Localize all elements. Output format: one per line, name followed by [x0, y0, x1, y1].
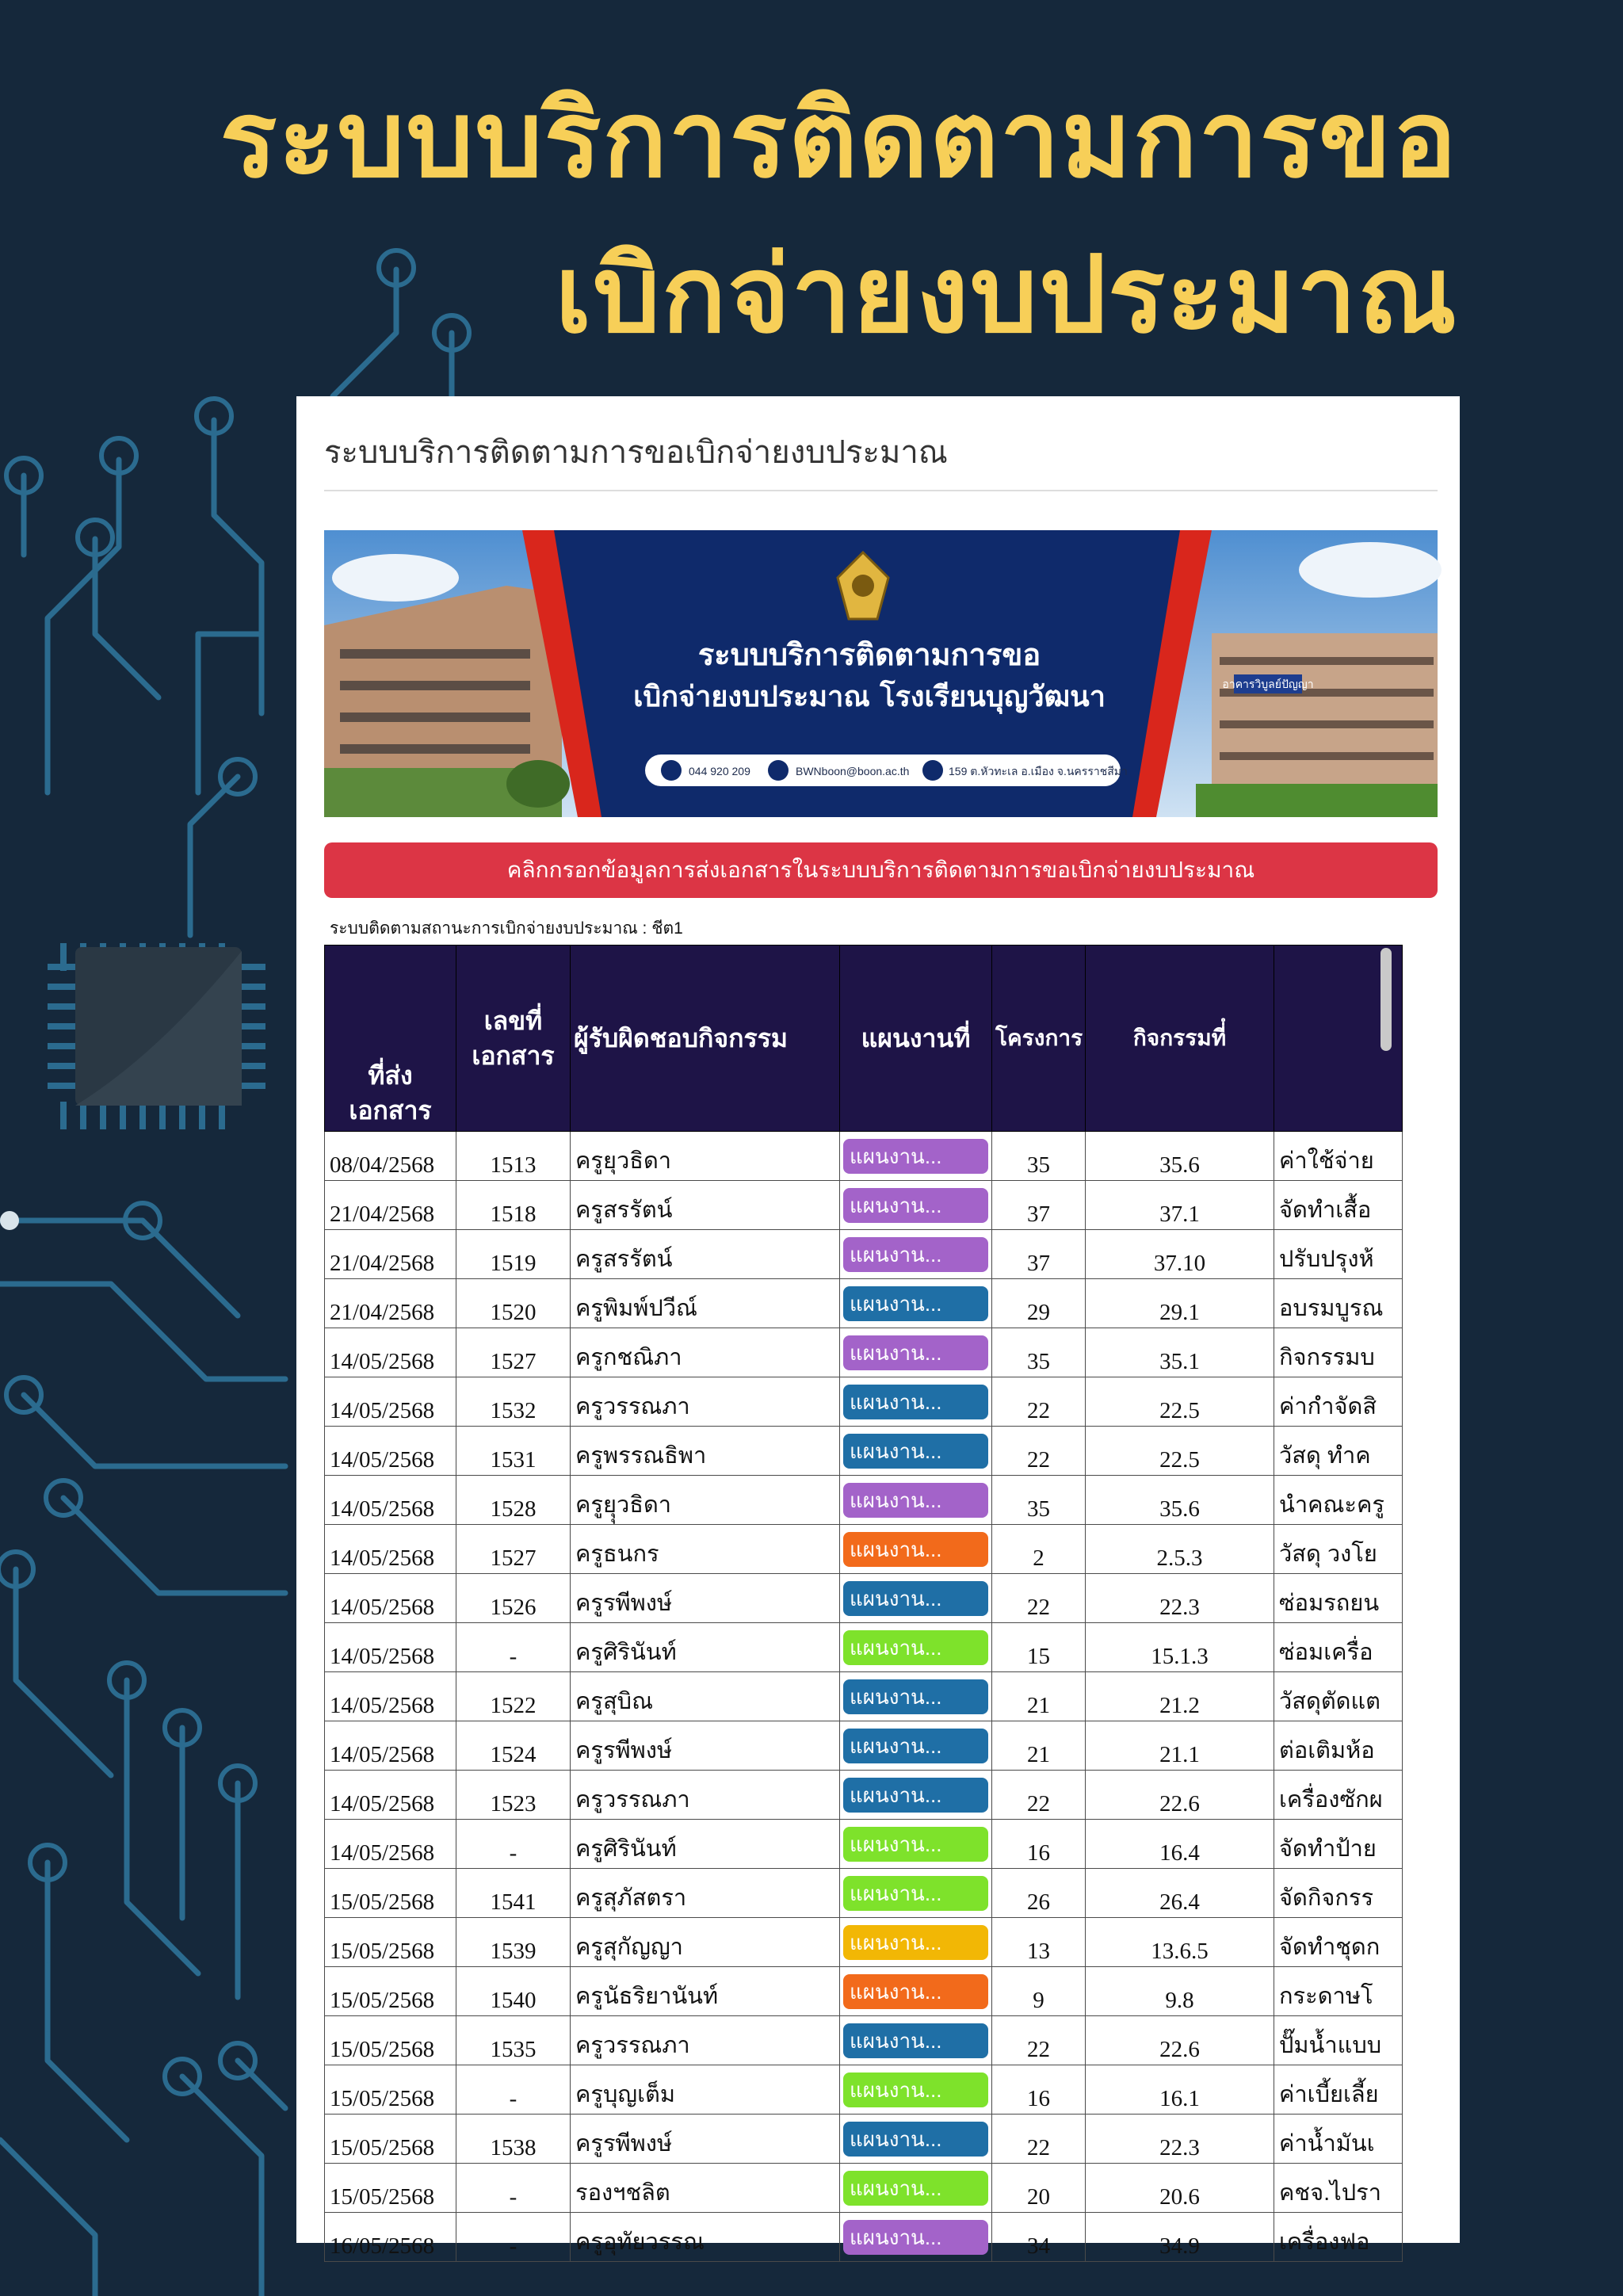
cell-activity[interactable]: 22.6	[1086, 2016, 1274, 2065]
cell-owner[interactable]: ครูอุทัยวรรณ	[571, 2213, 840, 2262]
plan-chip[interactable]: แผนงาน...	[843, 1581, 988, 1616]
cell-doc-no[interactable]: 1540	[456, 1967, 571, 2016]
cell-owner[interactable]: ครูรพีพงษ์	[571, 1721, 840, 1771]
cell-owner[interactable]: ครูสรรัตน์	[571, 1230, 840, 1279]
table-row[interactable]	[325, 1820, 1403, 1869]
cell-owner[interactable]: ครูยุุวธิดา	[571, 1476, 840, 1525]
table-row[interactable]	[325, 1230, 1403, 1279]
cell-project[interactable]: 22	[992, 1771, 1086, 1820]
plan-chip[interactable]: แผนงาน...	[843, 1729, 988, 1763]
cell-owner[interactable]: ครูสุภัสตรา	[571, 1869, 840, 1918]
cell-doc-no[interactable]: 1538	[456, 2115, 571, 2164]
cell-activity[interactable]: 22.6	[1086, 1771, 1274, 1820]
cell-date[interactable]: 14/05/2568	[325, 1525, 456, 1574]
cell-plan[interactable]	[840, 1869, 992, 1918]
banner-email: BWNboon@boon.ac.th	[796, 765, 910, 777]
table-row[interactable]	[325, 2065, 1403, 2115]
table-row[interactable]	[325, 1721, 1403, 1771]
cell-doc-no[interactable]: 1531	[456, 1427, 571, 1476]
cell-description[interactable]: ค่ากำจัดสิ	[1274, 1377, 1403, 1427]
cell-date[interactable]: 15/05/2568	[325, 1967, 456, 2016]
plan-chip[interactable]: แผนงาน...	[843, 2023, 988, 2058]
cell-project[interactable]: 9	[992, 1967, 1086, 2016]
cell-plan[interactable]	[840, 1377, 992, 1427]
header-project[interactable]: โครงการ	[992, 946, 1086, 1132]
cell-owner[interactable]: ครูธนกร	[571, 1525, 840, 1574]
cell-owner[interactable]: ครูสรรัตน์	[571, 1181, 840, 1230]
cell-project[interactable]: 35	[992, 1132, 1086, 1181]
cell-activity[interactable]: 16.4	[1086, 1820, 1274, 1869]
cell-owner[interactable]: ครูนัธริยานันท์	[571, 1967, 840, 2016]
cell-date[interactable]: 14/05/2568	[325, 1672, 456, 1721]
plan-chip[interactable]: แผนงาน...	[843, 1974, 988, 2009]
cell-owner[interactable]: ครูสุบิณ	[571, 1672, 840, 1721]
cell-owner[interactable]: ครูพรรณธิพา	[571, 1427, 840, 1476]
cell-owner[interactable]: ครูสุกัญญา	[571, 1918, 840, 1967]
cell-plan[interactable]	[840, 1672, 992, 1721]
cell-doc-no[interactable]: 1535	[456, 2016, 571, 2065]
cell-activity[interactable]: 22.5	[1086, 1427, 1274, 1476]
cell-activity[interactable]: 16.1	[1086, 2065, 1274, 2115]
cell-plan[interactable]	[840, 1721, 992, 1771]
cell-description[interactable]: จัดทำป้าย	[1274, 1820, 1403, 1869]
cell-project[interactable]: 22	[992, 2016, 1086, 2065]
table-row[interactable]	[325, 1132, 1403, 1181]
submit-document-button[interactable]: คลิกกรอกข้อมูลการส่งเอกสารในระบบบริการติดตามการขอเบิกจ่ายงบประมาณ	[324, 842, 1438, 898]
cell-project[interactable]: 22	[992, 1574, 1086, 1623]
cell-date[interactable]: 14/05/2568	[325, 1427, 456, 1476]
cell-plan[interactable]	[840, 1132, 992, 1181]
plan-chip[interactable]: แผนงาน...	[843, 1335, 988, 1370]
cell-doc-no[interactable]: 1532	[456, 1377, 571, 1427]
cell-activity[interactable]: 35.1	[1086, 1328, 1274, 1377]
table-row[interactable]	[325, 1279, 1403, 1328]
cell-date[interactable]: 08/04/2568	[325, 1132, 456, 1181]
cell-project[interactable]: 20	[992, 2164, 1086, 2213]
cell-plan[interactable]	[840, 1771, 992, 1820]
cell-description[interactable]: อบรมบูรณ	[1274, 1279, 1403, 1328]
cell-plan[interactable]	[840, 1574, 992, 1623]
cell-owner[interactable]: ครูบุญเต็ม	[571, 2065, 840, 2115]
table-scrollbar[interactable]	[1381, 948, 1392, 1051]
header-owner[interactable]: ผู้รับผิดชอบกิจกรรม	[571, 946, 840, 1132]
cell-project[interactable]: 29	[992, 1279, 1086, 1328]
table-row[interactable]	[325, 1181, 1403, 1230]
cell-plan[interactable]	[840, 2065, 992, 2115]
table-row[interactable]	[325, 1328, 1403, 1377]
cell-description[interactable]: วัสดุ วงโย	[1274, 1525, 1403, 1574]
status-table	[324, 945, 1403, 2262]
cell-owner[interactable]: ครูวรรณภา	[571, 1377, 840, 1427]
cell-owner[interactable]: ครูศิรินันท์	[571, 1820, 840, 1869]
banner-address: 159 ต.หัวทะเล อ.เมือง จ.นครราชสีมา	[949, 765, 1128, 777]
cell-activity[interactable]: 22.3	[1086, 2115, 1274, 2164]
cell-doc-no[interactable]: 1518	[456, 1181, 571, 1230]
cell-date[interactable]: 14/05/2568	[325, 1820, 456, 1869]
status-table-container[interactable]	[324, 945, 1402, 2259]
header-date[interactable]: ที่ส่งเอกสาร	[325, 946, 456, 1132]
cell-plan[interactable]	[840, 1230, 992, 1279]
cell-owner[interactable]: ครูยุวธิดา	[571, 1132, 840, 1181]
cell-activity[interactable]: 26.4	[1086, 1869, 1274, 1918]
cell-project[interactable]: 16	[992, 1820, 1086, 1869]
table-row[interactable]	[325, 2016, 1403, 2065]
table-row[interactable]	[325, 1869, 1403, 1918]
table-header-row	[325, 946, 1403, 1132]
cell-date[interactable]: 15/05/2568	[325, 2115, 456, 2164]
table-row[interactable]	[325, 1672, 1403, 1721]
cell-date[interactable]: 14/05/2568	[325, 1721, 456, 1771]
cell-doc-no[interactable]: 1522	[456, 1672, 571, 1721]
phone-icon	[661, 760, 682, 781]
cell-activity[interactable]: 37.1	[1086, 1181, 1274, 1230]
cell-date[interactable]: 15/05/2568	[325, 1918, 456, 1967]
cell-date[interactable]: 21/04/2568	[325, 1230, 456, 1279]
cell-plan[interactable]	[840, 1181, 992, 1230]
cell-activity[interactable]: 35.6	[1086, 1476, 1274, 1525]
cell-plan[interactable]	[840, 1967, 992, 2016]
cell-project[interactable]: 22	[992, 1427, 1086, 1476]
cell-activity[interactable]: 37.10	[1086, 1230, 1274, 1279]
cell-description[interactable]: กิจกรรมบ	[1274, 1328, 1403, 1377]
headline-line-1: ระบบบริการติดตามการขอ	[220, 78, 1458, 201]
plan-chip[interactable]: แผนงาน...	[843, 1827, 988, 1862]
cell-activity[interactable]: 2.5.3	[1086, 1525, 1274, 1574]
cell-description[interactable]: วัสดุ ทำค	[1274, 1427, 1403, 1476]
plan-chip[interactable]: แผนงาน...	[843, 1385, 988, 1419]
table-row[interactable]	[325, 1525, 1403, 1574]
cell-activity[interactable]: 22.3	[1086, 1574, 1274, 1623]
cell-description[interactable]: จัดทำชุดก	[1274, 1918, 1403, 1967]
plan-chip[interactable]: แผนงาน...	[843, 1778, 988, 1813]
cell-doc-no[interactable]: -	[456, 2213, 571, 2262]
cell-date[interactable]: 15/05/2568	[325, 1869, 456, 1918]
cell-activity[interactable]: 29.1	[1086, 1279, 1274, 1328]
cell-activity[interactable]: 22.5	[1086, 1377, 1274, 1427]
cell-plan[interactable]	[840, 1918, 992, 1967]
cell-owner[interactable]: ครูรพีพงษ์	[571, 2115, 840, 2164]
plan-chip[interactable]: แผนงาน...	[843, 1925, 988, 1960]
plan-chip[interactable]: แผนงาน...	[843, 1630, 988, 1665]
cell-plan[interactable]	[840, 2016, 992, 2065]
cell-description[interactable]: เครื่องซักผ	[1274, 1771, 1403, 1820]
headline-line-2: เบิกจ่ายงบประมาณ	[555, 233, 1458, 357]
cell-plan[interactable]	[840, 2164, 992, 2213]
cell-owner[interactable]: ครูวรรณภา	[571, 2016, 840, 2065]
cell-doc-no[interactable]: 1524	[456, 1721, 571, 1771]
location-icon	[922, 760, 943, 781]
cell-doc-no[interactable]: 1523	[456, 1771, 571, 1820]
cell-owner[interactable]: ครูกชณิภา	[571, 1328, 840, 1377]
cell-description[interactable]: จัดกิจกรร	[1274, 1869, 1403, 1918]
header-doc-no[interactable]: เลขที่เอกสาร	[456, 946, 571, 1132]
cell-plan[interactable]	[840, 1623, 992, 1672]
cell-doc-no[interactable]: 1528	[456, 1476, 571, 1525]
cell-project[interactable]: 22	[992, 2115, 1086, 2164]
cell-activity[interactable]: 15.1.3	[1086, 1623, 1274, 1672]
cell-date[interactable]: 15/05/2568	[325, 2016, 456, 2065]
table-row[interactable]	[325, 1377, 1403, 1427]
table-row[interactable]	[325, 2115, 1403, 2164]
title-divider	[324, 490, 1438, 491]
cell-description[interactable]: ซ่อมรถยน	[1274, 1574, 1403, 1623]
plan-chip[interactable]: แผนงาน...	[843, 1532, 988, 1567]
cell-doc-no[interactable]: -	[456, 1820, 571, 1869]
table-row[interactable]	[325, 1427, 1403, 1476]
cell-activity[interactable]: 13.6.5	[1086, 1918, 1274, 1967]
cell-project[interactable]: 22	[992, 1377, 1086, 1427]
cell-project[interactable]: 21	[992, 1721, 1086, 1771]
cell-activity[interactable]: 35.6	[1086, 1132, 1274, 1181]
plan-chip[interactable]: แผนงาน...	[843, 1876, 988, 1911]
cell-plan[interactable]	[840, 1820, 992, 1869]
cell-project[interactable]: 35	[992, 1328, 1086, 1377]
cell-date[interactable]: 14/05/2568	[325, 1574, 456, 1623]
cell-project[interactable]: 35	[992, 1476, 1086, 1525]
cell-project[interactable]: 16	[992, 2065, 1086, 2115]
table-row[interactable]	[325, 1771, 1403, 1820]
plan-chip[interactable]: แผนงาน...	[843, 1286, 988, 1321]
cell-description[interactable]: กระดาษโ	[1274, 1967, 1403, 2016]
plan-chip[interactable]: แผนงาน...	[843, 2073, 988, 2107]
cell-project[interactable]: 13	[992, 1918, 1086, 1967]
cell-date[interactable]: 14/05/2568	[325, 1771, 456, 1820]
cell-date[interactable]: 14/05/2568	[325, 1328, 456, 1377]
cell-project[interactable]: 21	[992, 1672, 1086, 1721]
cell-date[interactable]: 16/05/2568	[325, 2213, 456, 2262]
cell-owner[interactable]: ครูรพีพงษ์	[571, 1574, 840, 1623]
cell-project[interactable]: 2	[992, 1525, 1086, 1574]
cell-activity[interactable]: 21.1	[1086, 1721, 1274, 1771]
cell-doc-no[interactable]: 1539	[456, 1918, 571, 1967]
cell-description[interactable]: ค่าเบี้ยเลี้ย	[1274, 2065, 1403, 2115]
plan-chip[interactable]: แผนงาน...	[843, 2122, 988, 2157]
cell-owner[interactable]: รองฯชลิต	[571, 2164, 840, 2213]
cell-plan[interactable]	[840, 1427, 992, 1476]
cell-description[interactable]: ต่อเติมห้อ	[1274, 1721, 1403, 1771]
plan-chip[interactable]: แผนงาน...	[843, 1139, 988, 1174]
cell-doc-no[interactable]: 1527	[456, 1328, 571, 1377]
cell-project[interactable]: 37	[992, 1230, 1086, 1279]
plan-chip[interactable]: แผนงาน...	[843, 2171, 988, 2206]
cell-doc-no[interactable]: 1519	[456, 1230, 571, 1279]
cell-owner[interactable]: ครูวรรณภา	[571, 1771, 840, 1820]
table-row[interactable]	[325, 1623, 1403, 1672]
plan-chip[interactable]: แผนงาน...	[843, 1237, 988, 1272]
headline	[220, 62, 1458, 372]
cell-doc-no[interactable]: -	[456, 2164, 571, 2213]
cell-description[interactable]: ซ่อมเครื่อ	[1274, 1623, 1403, 1672]
email-icon	[768, 760, 789, 781]
cell-description[interactable]: จัดทำเสื้อ	[1274, 1181, 1403, 1230]
cell-description[interactable]: นำคณะครู	[1274, 1476, 1403, 1525]
table-row[interactable]	[325, 1967, 1403, 2016]
sheet-caption: ระบบติดตามสถานะการเบิกจ่ายงบประมาณ : ชีต1	[330, 919, 683, 938]
table-row[interactable]	[325, 2164, 1403, 2213]
cell-plan[interactable]	[840, 1525, 992, 1574]
cell-description[interactable]: ค่าใช้จ่าย	[1274, 1132, 1403, 1181]
cell-doc-no[interactable]: 1526	[456, 1574, 571, 1623]
cell-description[interactable]: วัสดุตัดแต	[1274, 1672, 1403, 1721]
cell-owner[interactable]: ครูพิมพ์ปวีณ์	[571, 1279, 840, 1328]
cell-plan[interactable]	[840, 2115, 992, 2164]
table-row[interactable]	[325, 1476, 1403, 1525]
cell-description[interactable]: คชจ.ไปรา	[1274, 2164, 1403, 2213]
building-sign: อาคารวิบูลย์ปัญญา	[1222, 678, 1314, 690]
cell-doc-no[interactable]: 1541	[456, 1869, 571, 1918]
cell-doc-no[interactable]: 1513	[456, 1132, 571, 1181]
plan-chip[interactable]: แผนงาน...	[843, 1434, 988, 1469]
cell-project[interactable]: 26	[992, 1869, 1086, 1918]
cell-project[interactable]: 15	[992, 1623, 1086, 1672]
cell-date[interactable]: 21/04/2568	[325, 1279, 456, 1328]
banner-phone: 044 920 209	[689, 765, 750, 777]
cell-doc-no[interactable]: -	[456, 2065, 571, 2115]
cell-description[interactable]: ปั๊มน้ำแบบ	[1274, 2016, 1403, 2065]
header-activity[interactable]: กิจกรรมที่ํ	[1086, 946, 1274, 1132]
form-screenshot	[296, 396, 1460, 2259]
table-row[interactable]	[325, 1574, 1403, 1623]
cell-date[interactable]: 21/04/2568	[325, 1181, 456, 1230]
cell-date[interactable]: 14/05/2568	[325, 1476, 456, 1525]
cell-activity[interactable]: 21.2	[1086, 1672, 1274, 1721]
table-row[interactable]	[325, 2213, 1403, 2262]
cell-doc-no[interactable]: 1527	[456, 1525, 571, 1574]
cell-plan[interactable]	[840, 1328, 992, 1377]
cell-plan[interactable]	[840, 1476, 992, 1525]
cell-project[interactable]: 34	[992, 2213, 1086, 2262]
plan-chip[interactable]: แผนงาน...	[843, 2220, 988, 2255]
cell-date[interactable]: 15/05/2568	[325, 2065, 456, 2115]
app-title: ระบบบริการติดตามการขอเบิกจ่ายงบประมาณ	[324, 435, 948, 470]
cell-activity[interactable]: 9.8	[1086, 1967, 1274, 2016]
cell-doc-no[interactable]: 1520	[456, 1279, 571, 1328]
cell-description[interactable]: ปรับปรุงห้	[1274, 1230, 1403, 1279]
plan-chip[interactable]: แผนงาน...	[843, 1679, 988, 1714]
cell-plan[interactable]	[840, 1279, 992, 1328]
cell-date[interactable]: 15/05/2568	[325, 2164, 456, 2213]
cell-description[interactable]: เครื่องฟอ	[1274, 2213, 1403, 2262]
cell-plan[interactable]	[840, 2213, 992, 2262]
table-row[interactable]	[325, 1918, 1403, 1967]
cell-activity[interactable]: 20.6	[1086, 2164, 1274, 2213]
banner-line-2: เบิกจ่ายงบประมาณ โรงเรียนบุญวัฒนา	[633, 681, 1106, 713]
cell-owner[interactable]: ครูศิรินันท์	[571, 1623, 840, 1672]
banner-line-1: ระบบบริการติดตามการขอ	[697, 637, 1041, 672]
cell-doc-no[interactable]: -	[456, 1623, 571, 1672]
plan-chip[interactable]: แผนงาน...	[843, 1188, 988, 1223]
school-banner	[324, 530, 1438, 817]
cell-description[interactable]: ค่าน้ำมันเ	[1274, 2115, 1403, 2164]
header-plan[interactable]: แผนงานที่	[840, 946, 992, 1132]
cell-activity[interactable]: 34.9	[1086, 2213, 1274, 2262]
cell-date[interactable]: 14/05/2568	[325, 1377, 456, 1427]
cell-project[interactable]: 37	[992, 1181, 1086, 1230]
plan-chip[interactable]: แผนงาน...	[843, 1483, 988, 1518]
cell-date[interactable]: 14/05/2568	[325, 1623, 456, 1672]
